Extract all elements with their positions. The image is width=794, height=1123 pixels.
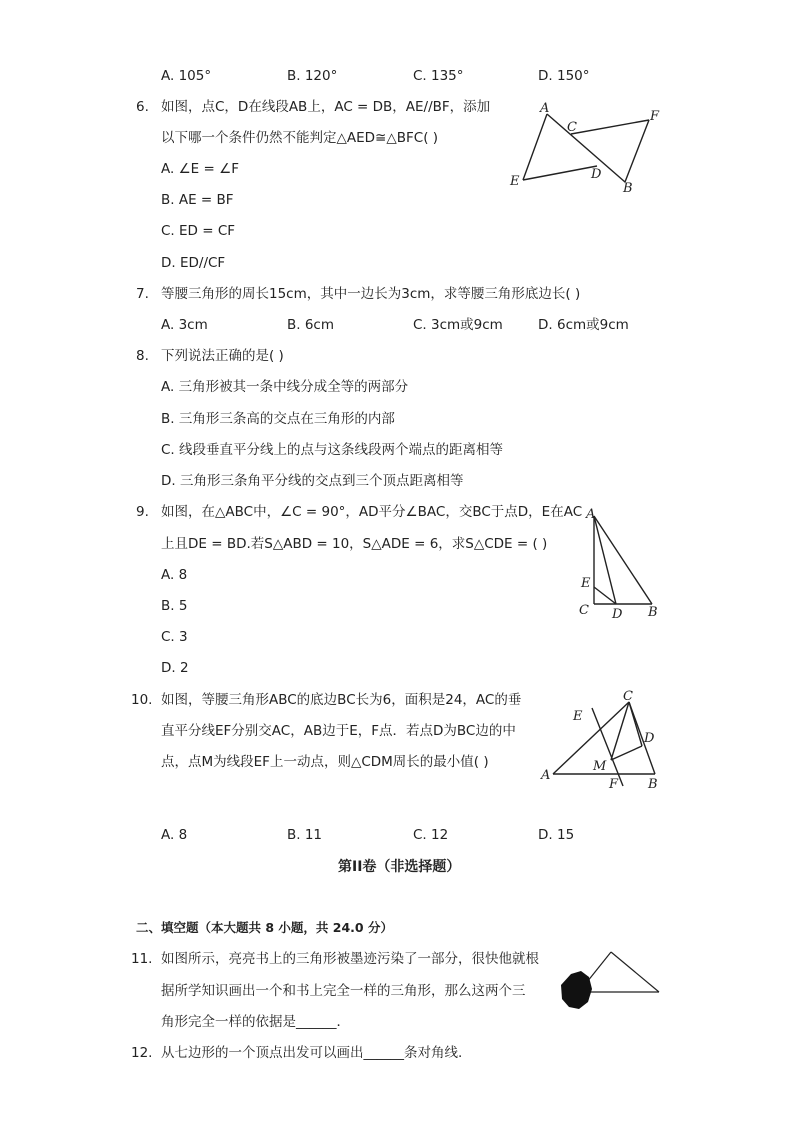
q9-stem-line1: 如图，在△ABC中，∠C = 90°，AD平分∠BAC，交BC于点D，E在AC	[161, 504, 583, 520]
q6-label-c: C	[567, 120, 577, 135]
q6-number: 6.	[136, 99, 149, 115]
q9-label-d: D	[612, 607, 623, 622]
q6-label-a: A	[540, 101, 550, 116]
q10-stem-line3: 点，点M为线段EF上一动点，则△CDM周长的最小值( )	[161, 754, 489, 770]
q10-label-b: B	[648, 777, 658, 792]
q7-option-c: C. 3cm或9cm	[413, 317, 503, 333]
q6-label-e: E	[510, 174, 520, 189]
q10-stem-line1: 如图，等腰三角形ABC的底边BC长为6，面积是24，AC的垂	[161, 692, 522, 708]
q10-label-m: M	[593, 759, 607, 774]
q9-label-b: B	[648, 605, 658, 620]
q9-label-a: A	[586, 507, 596, 522]
q9-option-a: A. 8	[161, 567, 188, 583]
q5-option-c: C. 135°	[413, 68, 464, 84]
q9-label-c: C	[579, 603, 589, 618]
q6-label-b: B	[623, 181, 633, 196]
q10-label-f: F	[609, 777, 619, 792]
q5-option-b: B. 120°	[287, 68, 338, 84]
q10-label-c: C	[623, 690, 633, 704]
q10-label-a: A	[541, 768, 551, 783]
q8-option-c: C. 线段垂直平分线上的点与这条线段两个端点的距离相等	[161, 442, 504, 458]
q11-figure	[555, 944, 665, 1014]
q11-stem-line2: 据所学知识画出一个和书上完全一样的三角形，那么这两个三	[161, 983, 526, 999]
q6-stem-line2: 以下哪一个条件仍然不能判定△AED≅△BFC( )	[161, 130, 439, 146]
q6-option-b: B. AE = BF	[161, 192, 234, 208]
q11-stem-line1: 如图所示，亮亮书上的三角形被墨迹污染了一部分，很快他就根	[161, 951, 539, 967]
q10-option-d: D. 15	[538, 827, 575, 843]
q5-option-a: A. 105°	[161, 68, 212, 84]
q7-stem: 等腰三角形的周长15cm，其中一边长为3cm，求等腰三角形底边长( )	[161, 286, 581, 302]
q6-stem-line1: 如图，点C，D在线段AB上，AC = DB，AE//BF，添加	[161, 99, 491, 115]
q9-number: 9.	[136, 504, 149, 520]
q5-option-d: D. 150°	[538, 68, 590, 84]
q7-option-d: D. 6cm或9cm	[538, 317, 629, 333]
q6-option-c: C. ED = CF	[161, 223, 236, 239]
q8-number: 8.	[136, 348, 149, 364]
q10-number: 10.	[131, 692, 153, 708]
q7-option-a: A. 3cm	[161, 317, 208, 333]
q6-label-d: D	[591, 167, 602, 182]
part2-title: 第II卷（非选择题）	[338, 859, 461, 875]
q10-label-e: E	[573, 709, 583, 724]
q9-option-d: D. 2	[161, 660, 189, 676]
q9-figure	[572, 502, 672, 622]
ink-blot	[561, 971, 592, 1009]
q9-option-c: C. 3	[161, 629, 188, 645]
q6-label-f: F	[650, 109, 660, 124]
q10-option-b: B. 11	[287, 827, 323, 843]
q10-figure	[535, 690, 675, 795]
q9-option-b: B. 5	[161, 598, 188, 614]
q8-option-b: B. 三角形三条高的交点在三角形的内部	[161, 411, 395, 427]
section2-header: 二、填空题（本大题共 8 小题，共 24.0 分）	[136, 920, 393, 935]
q8-option-d: D. 三角形三条角平分线的交点到三个顶点距离相等	[161, 473, 464, 489]
q8-option-a: A. 三角形被其一条中线分成全等的两部分	[161, 379, 409, 395]
q8-stem: 下列说法正确的是( )	[161, 348, 284, 364]
q10-stem-line2: 直平分线EF分别交AC，AB边于E，F点．若点D为BC边的中	[161, 723, 516, 739]
q10-label-d: D	[644, 731, 655, 746]
q6-option-a: A. ∠E = ∠F	[161, 161, 239, 177]
q12-number: 12.	[131, 1045, 153, 1061]
q7-number: 7.	[136, 286, 149, 302]
q10-option-a: A. 8	[161, 827, 188, 843]
q11-stem-line3: 角形完全一样的依据是______．	[161, 1014, 350, 1030]
q9-stem-line2: 上且DE = BD.若S△ABD = 10，S△ADE = 6，求S△CDE = ( )	[161, 536, 548, 552]
q12-stem: 从七边形的一个顶点出发可以画出______条对角线.	[161, 1045, 463, 1061]
q9-label-e: E	[581, 576, 591, 591]
q6-figure	[505, 98, 685, 198]
q7-option-b: B. 6cm	[287, 317, 335, 333]
q11-number: 11.	[131, 951, 153, 967]
q6-option-d: D. ED//CF	[161, 255, 226, 271]
q10-option-c: C. 12	[413, 827, 449, 843]
